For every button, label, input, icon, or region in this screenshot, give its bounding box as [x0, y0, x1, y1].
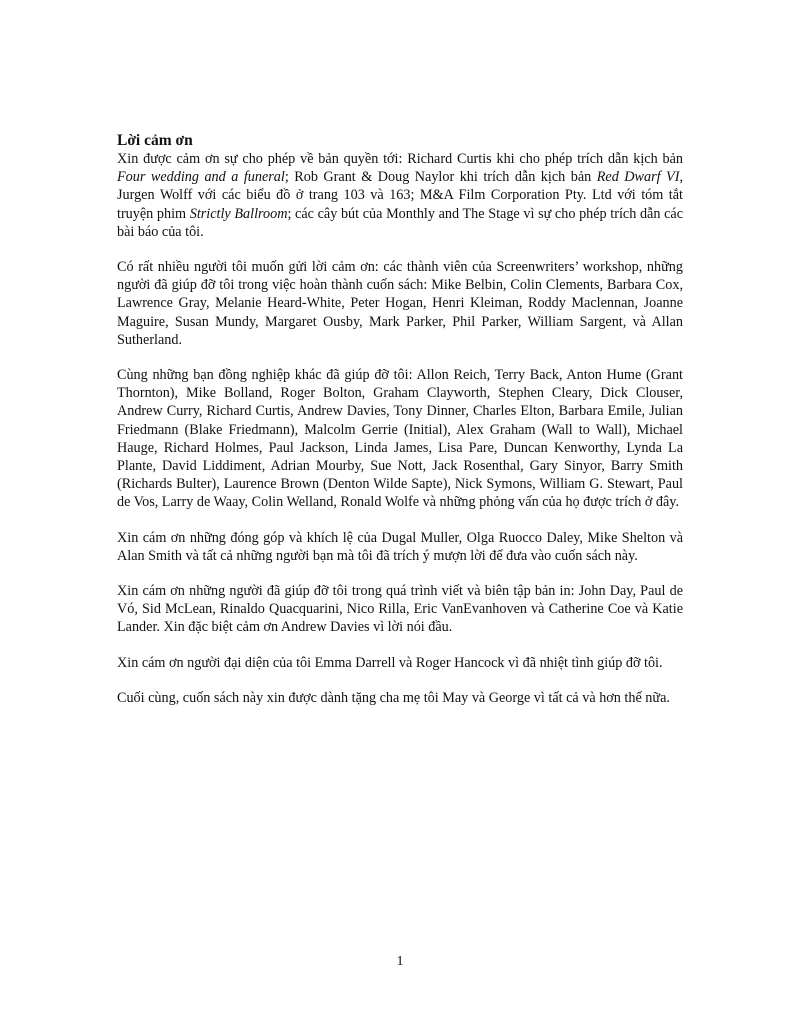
paragraph-copyright-thanks	[117, 150, 683, 241]
paragraph-colleagues-thanks: Cùng những bạn đồng nghiệp khác đã giúp đỡ tôi: Allon Reich, Terry Back, Anton Hume (Grant Thornton), Mike Bolland, Roger Bolton, Graham Clayworth, Stephen Cleary, Dick Clouser, Andrew Curry, Richard Curtis, Andrew Davies, Tony Dinner, Charles Elton, Barbara Emile, Julian Friedmann (Blake Friedmann), Malcolm Gerrie (Initial), Alex Graham (Wall to Wall), Michael Hauge, Richard Holmes, Paul Jackson, Linda James, Lisa Pare, Duncan Kenworthy, Lynda La Plante, David Liddiment, Adrian Mourby, Sue Nott, Jack Rosenthal, Gary Sinyor, Barry Smith (Richards Bulter), Laurence Brown (Denton Wilde Sapte), Nick Symons, William G. Stewart, Paul de Vos, Larry de Waay, Colin Welland, Ronald Wolfe và những phỏng vấn của họ được trích ở đây.	[117, 367, 683, 511]
paragraph-agent-thanks: Xin cám ơn người đại diện của tôi Emma Darrell và Roger Hancock vì đã nhiệt tình giúp đỡ tôi.	[117, 654, 663, 671]
paragraph-text: , Jurgen Wolff với các biểu đồ ở trang 103 và 163; M&A Film Corporation Pty. Ltd với tóm tắt truyện phim	[117, 169, 683, 222]
paragraph-workshop-thanks: Có rất nhiều người tôi muốn gửi lời cảm ơn: các thành viên của Screenwriters’ workshop, những người đã giúp đỡ tôi trong việc hoàn thành cuốn sách: Mike Belbin, Colin Clements, Barbara Cox, Lawrence Gray, Melanie Heard-White, Peter Hogan, Henri Kleiman, Roddy Maclennan, Joanne Maguire, Susan Mundy, Margaret Ousby, Mark Parker, Phil Parker, William Sargent, và Allan Sutherland.	[117, 259, 683, 348]
film-title: Four wedding and a funeral	[117, 169, 285, 186]
page-title: Lời cảm ơn	[117, 132, 193, 149]
paragraph-text: ; các cây bút của Monthly and The Stage vì sự cho phép trích dẫn các bài báo của tôi.	[117, 205, 683, 240]
document-page	[117, 132, 683, 724]
page-number: 1	[396, 954, 404, 969]
paragraph-contributions-thanks: Xin cám ơn những đóng góp và khích lệ của Dugal Muller, Olga Ruocco Daley, Mike Shelton và Alan Smith và tất cả những người bạn mà tôi đã trích ý mượn lời để đưa vào cuốn sách này.	[117, 529, 683, 564]
film-title: Red Dwarf VI	[596, 169, 680, 186]
paragraph-text: Xin được cảm ơn sự cho phép về bản quyền tới: Richard Curtis khi cho phép trích dẫn kịch bản	[117, 151, 683, 167]
film-title: Strictly Ballroom	[189, 205, 288, 222]
paragraph-text: ; Rob Grant & Doug Naylor khi trích dẫn kịch bản	[284, 169, 597, 186]
paragraph-editing-thanks: Xin cám ơn những người đã giúp đỡ tôi trong quá trình viết và biên tập bản in: John Day, Paul de Vó, Sid McLean, Rinaldo Quacquarini, Nico Rilla, Eric VanEvanhoven và Catherine Coe và Katie Lander. Xin đặc biệt cảm ơn Andrew Davies vì lời nói đầu.	[117, 583, 683, 636]
paragraph-dedication: Cuối cùng, cuốn sách này xin được dành tặng cha mẹ tôi May và George vì tất cả và hơn thế nữa.	[117, 689, 670, 706]
